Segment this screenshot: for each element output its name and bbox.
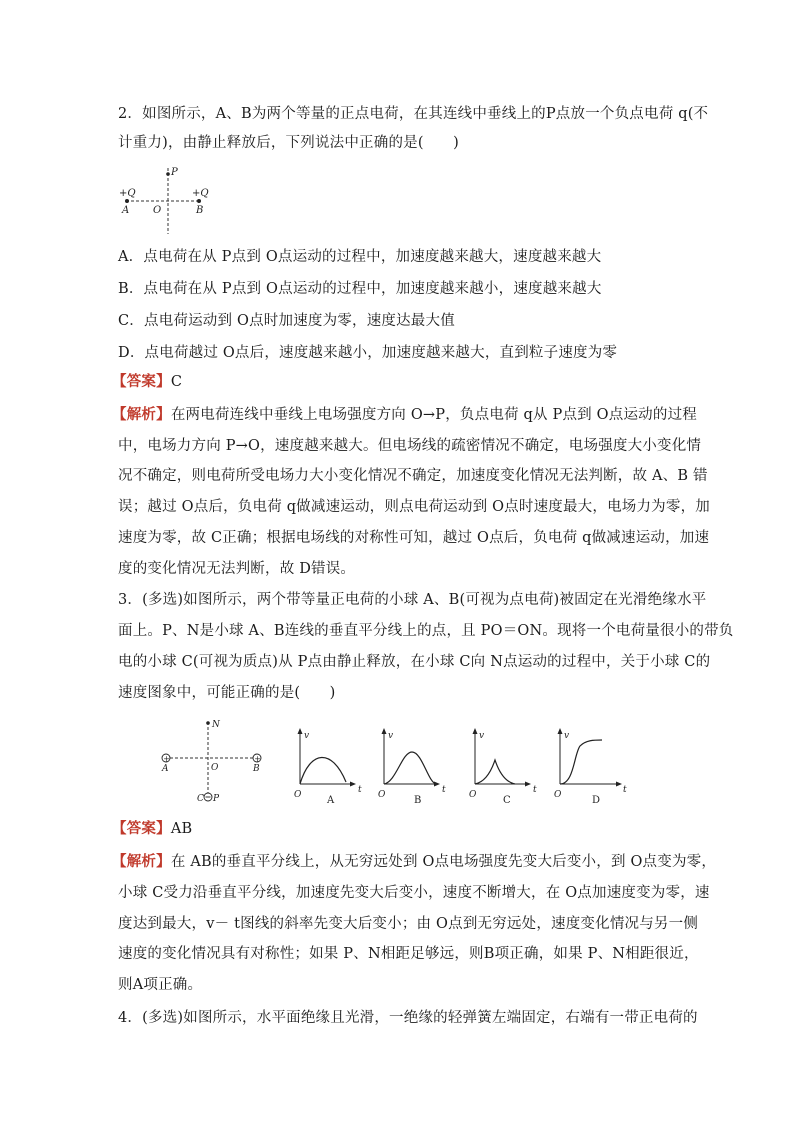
vt-d-caption: D: [592, 795, 601, 806]
q2-analysis-text-1: 在两电荷连线中垂线上电场强度方向 O→P，负点电荷 q从 P点到 O点运动的过程: [170, 407, 697, 423]
q3-label-n: N: [212, 720, 220, 730]
q2-analysis-line-3: 况不确定，则电荷所受电场力大小变化情况不确定，加速度变化情况无法判断，故 A、B 错: [118, 468, 708, 484]
vt-graph-b: [372, 726, 452, 806]
q2-label-ql: +Q: [119, 188, 136, 199]
vt-a-caption: A: [327, 795, 335, 806]
q3-analysis-line-1: [112, 852, 716, 872]
q2-option-c: C．点电荷运动到 O点时加速度为零，速度达最大值: [118, 313, 455, 329]
vt-a-origin-label: O: [294, 790, 302, 800]
vt-c-t-label: t: [533, 785, 537, 795]
q2-analysis-line-2: 中，电场力方向 P→O，速度越来越大。但电场线的疏密情况不确定，电场强度大小变化情: [118, 438, 702, 454]
q2-label-qr: +Q: [192, 188, 209, 199]
q2-analysis-line-6: 度的变化情况无法判断，故 D错误。: [118, 561, 356, 577]
q2-charge-diagram: [116, 162, 226, 242]
q3-answer: [112, 819, 192, 839]
q3-stem-line-1: 3．(多选)如图所示，两个带等量正电荷的小球 A、B(可视为点电荷)被固定在光滑绝缘水平: [118, 592, 707, 608]
vt-b-t-label: t: [442, 785, 446, 795]
q2-stem-line-2: 计重力)，由静止释放后，下列说法中正确的是( ): [118, 135, 459, 151]
svg-text:+: +: [254, 754, 262, 764]
q2-analysis-line-1: [112, 405, 697, 425]
vt-b-origin-label: O: [378, 790, 386, 800]
q2-answer: [112, 372, 182, 392]
q2-label-p: P: [171, 167, 178, 178]
vt-c-caption: C: [503, 795, 511, 806]
vt-a-t-label: t: [358, 785, 362, 795]
q3-analysis-line-3: 度达到最大，v－ t图线的斜率先变大后变小；由 O点到无穷远处，速度变化情况与另一侧: [118, 916, 699, 932]
vt-d-t-label: t: [623, 785, 627, 795]
q3-label-p: P: [213, 794, 220, 803]
q3-label-a: A: [162, 764, 169, 774]
q3-analysis-tag: 【解析】: [112, 853, 171, 870]
q2-answer-tag: 【答案】: [112, 373, 171, 390]
vt-graph-c: [463, 726, 543, 806]
q3-charge-diagram: [155, 713, 275, 803]
vt-c-origin-label: O: [469, 790, 477, 800]
q3-analysis-line-5: 则A项正确。: [118, 977, 203, 993]
q3-analysis-text-1: 在 AB的垂直平分线上，从无穷远处到 O点电场强度先变大后变小，到 O点变为零，: [170, 854, 717, 870]
q3-answer-value: AB: [170, 821, 193, 837]
vt-graph-a: [288, 726, 368, 806]
q2-analysis-line-4: 误；越过 O点后，负电荷 q做减速运动，则点电荷运动到 O点时速度最大，电场力为零，加: [118, 499, 710, 515]
vt-d-v-label: v: [564, 731, 570, 741]
vt-b-v-label: v: [388, 731, 394, 741]
q3-stem-line-2: 面上。P、N是小球 A、B连线的垂直平分线上的点，且 PO＝ON。现将一个电荷量很小的带负: [118, 623, 734, 639]
vt-a-v-label: v: [304, 731, 310, 741]
vt-c-v-label: v: [479, 731, 485, 741]
q2-label-o: O: [153, 205, 162, 216]
vt-d-origin-label: O: [554, 790, 562, 800]
vt-graph-d: [548, 726, 632, 806]
vt-b-caption: B: [414, 795, 422, 806]
q3-analysis-line-2: 小球 C受力沿垂直平分线，加速度先变大后变小，速度不断增大，在 O点加速度变为零，速: [118, 885, 710, 901]
q2-option-a: A．点电荷在从 P点到 O点运动的过程中，加速度越来越大，速度越来越大: [118, 249, 602, 265]
q3-label-b: B: [253, 764, 260, 774]
q2-answer-value: C: [170, 374, 183, 390]
q2-label-b: B: [196, 205, 204, 216]
q2-label-a: A: [122, 205, 130, 216]
q3-label-c: C: [197, 794, 204, 803]
q2-analysis-line-5: 速度为零，故 C正确；根据电场线的对称性可知，越过 O点后，负电荷 q做减速运动，加速: [118, 530, 710, 546]
q2-analysis-tag: 【解析】: [112, 406, 171, 423]
svg-text:+: +: [163, 754, 171, 764]
q3-stem-line-4: 速度图象中，可能正确的是( ): [118, 685, 336, 701]
q2-stem-line-1: 2．如图所示，A、B为两个等量的正点电荷，在其连线中垂线上的P点放一个负点电荷 q(不: [118, 106, 709, 122]
q4-stem-line-1: 4．(多选)如图所示，水平面绝缘且光滑，一绝缘的轻弹簧左端固定，右端有一带正电荷的: [118, 1010, 698, 1026]
q2-option-b: B．点电荷在从 P点到 O点运动的过程中，加速度越来越小，速度越来越大: [118, 281, 602, 297]
q2-option-d: D．点电荷越过 O点后，速度越来越小，加速度越来越大，直到粒子速度为零: [118, 345, 618, 361]
q3-answer-tag: 【答案】: [112, 820, 171, 837]
q3-label-o: O: [211, 763, 219, 773]
q3-stem-line-3: 电的小球 C(可视为质点)从 P点由静止释放，在小球 C向 N点运动的过程中，关于小球 C的: [118, 654, 711, 670]
q3-analysis-line-4: 速度的变化情况具有对称性；如果 P、N相距足够远，则B项正确，如果 P、N相距很近，: [118, 946, 699, 962]
